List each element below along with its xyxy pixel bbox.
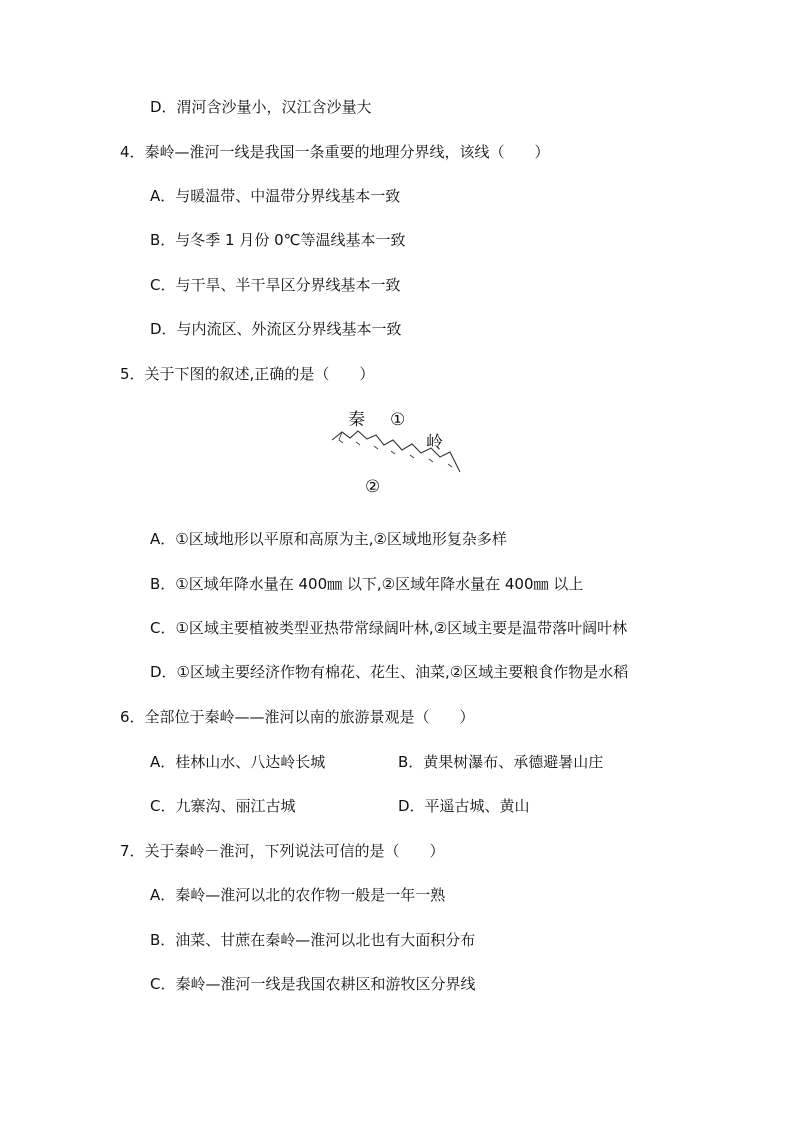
q4-option-c: C．与干旱、半干旱区分界线基本一致 xyxy=(150,276,401,294)
q5-stem: 5．关于下图的叙述,正确的是（ ） xyxy=(120,365,375,383)
q7-option-b: B．油菜、甘蔗在秦岭—淮河以北也有大面积分布 xyxy=(150,931,476,949)
q7-option-c: C．秦岭—淮河一线是我国农耕区和游牧区分界线 xyxy=(150,975,476,993)
q4-option-b: B．与冬季 1 月份 0℃等温线基本一致 xyxy=(150,231,406,249)
q6-stem: 6．全部位于秦岭——淮河以南的旅游景观是（ ） xyxy=(120,708,475,726)
q4-option-d: D．与内流区、外流区分界线基本一致 xyxy=(150,320,402,338)
q6-option-d: D．平遥古城、黄山 xyxy=(398,797,530,815)
figure-marker-2: ② xyxy=(365,477,381,497)
figure-label-ling: 岭 xyxy=(426,433,443,453)
q4-stem: 4．秦岭—淮河一线是我国一条重要的地理分界线，该线（ ） xyxy=(120,143,550,161)
mountain-range-icon xyxy=(320,402,470,502)
q7-stem: 7．关于秦岭－淮河，下列说法可信的是（ ） xyxy=(120,842,445,860)
q4-option-a: A．与暖温带、中温带分界线基本一致 xyxy=(150,187,401,205)
q6-option-a: A．桂林山水、八达岭长城 xyxy=(150,753,326,771)
q5-option-b: B．①区域年降水量在 400㎜ 以下,②区域年降水量在 400㎜ 以上 xyxy=(150,575,584,593)
q7-option-a: A．秦岭—淮河以北的农作物一般是一年一熟 xyxy=(150,886,446,904)
q6-option-c: C．九寨沟、丽江古城 xyxy=(150,797,296,815)
q5-option-d: D．①区域主要经济作物有棉花、花生、油菜,②区域主要粮食作物是水稻 xyxy=(150,663,629,681)
q5-option-c: C．①区域主要植被类型亚热带常绿阔叶林,②区域主要是温带落叶阔叶林 xyxy=(150,619,628,637)
q3-option-d: D．渭河含沙量小，汉江含沙量大 xyxy=(150,98,372,116)
qinling-figure xyxy=(320,402,470,502)
figure-marker-1: ① xyxy=(390,410,406,430)
q6-option-b: B．黄果树瀑布、承德避暑山庄 xyxy=(398,753,604,771)
q5-option-a: A．①区域地形以平原和高原为主,②区域地形复杂多样 xyxy=(150,530,507,548)
figure-label-qin: 秦 xyxy=(348,410,365,430)
